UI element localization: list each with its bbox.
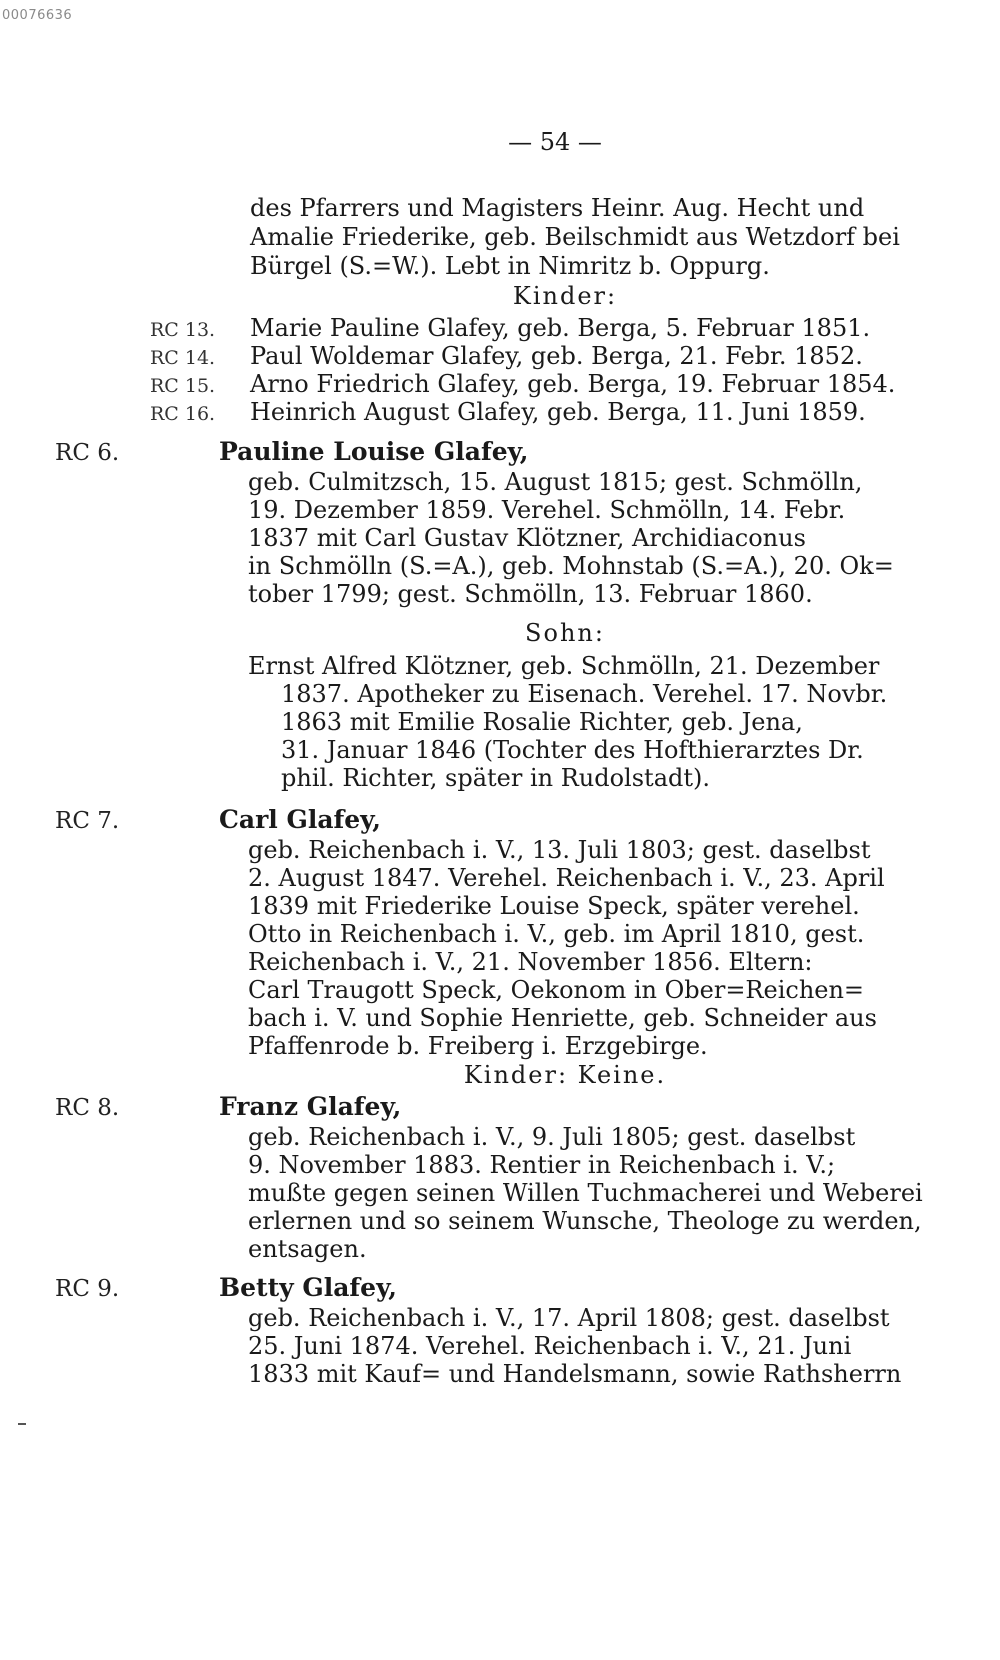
son-line: 1863 mit Emilie Rosalie Richter, geb. Jena, [281,708,803,736]
son-line: 1837. Apotheker zu Eisenach. Verehel. 17. Novbr. [281,680,888,708]
scan-id: 00076636 [2,8,73,23]
entry-line: geb. Reichenbach i. V., 13. Juli 1803; gest. daselbst [248,836,871,864]
margin-mark [18,1423,26,1425]
sohn-heading: Sohn: [525,619,605,647]
son-line: Ernst Alfred Klötzner, geb. Schmölln, 21. Dezember [248,652,880,680]
child-entry: Paul Woldemar Glafey, geb. Berga, 21. Febr. 1852. [250,342,863,370]
entry-code: RC 8. [55,1095,120,1121]
entry-code: RC 9. [55,1276,120,1302]
entry-line: 2. August 1847. Verehel. Reichenbach i. V., 23. April [248,864,885,892]
entry-line: Reichenbach i. V., 21. November 1856. Eltern: [248,948,813,976]
entry-code: RC 6. [55,440,120,466]
entry-line: entsagen. [248,1235,367,1263]
entry-line: 19. Dezember 1859. Verehel. Schmölln, 14. Febr. [248,496,846,524]
entry-line: bach i. V. und Sophie Henriette, geb. Schneider aus [248,1004,877,1032]
entry-line: geb. Culmitzsch, 15. August 1815; gest. Schmölln, [248,468,863,496]
entry-line: 9. November 1883. Rentier in Reichenbach i. V.; [248,1151,836,1179]
entry-line: 1833 mit Kauf= und Handelsmann, sowie Rathsherrn [248,1360,902,1388]
intro-line: Bürgel (S.=W.). Lebt in Nimritz b. Oppurg. [250,252,770,280]
child-code: RC 14. [150,347,216,369]
entry-line: Carl Traugott Speck, Oekonom in Ober=Reichen= [248,976,865,1004]
child-code: RC 13. [150,319,216,341]
kinder-heading: Kinder: [512,282,618,310]
entry-line: 25. Juni 1874. Verehel. Reichenbach i. V., 21. Juni [248,1332,852,1360]
entry-line: geb. Reichenbach i. V., 17. April 1808; gest. daselbst [248,1304,890,1332]
son-line: phil. Richter, später in Rudolstadt). [281,764,710,792]
child-entry: Marie Pauline Glafey, geb. Berga, 5. Februar 1851. [250,314,871,342]
child-entry: Arno Friedrich Glafey, geb. Berga, 19. Februar 1854. [250,370,896,398]
entry-code: RC 7. [55,808,120,834]
child-code: RC 16. [150,403,216,425]
entry-line: 1837 mit Carl Gustav Klötzner, Archidiaconus [248,524,806,552]
intro-line: Amalie Friederike, geb. Beilschmidt aus Wetzdorf bei [250,223,900,251]
son-line: 31. Januar 1846 (Tochter des Hofthierarztes Dr. [281,736,864,764]
entry-line: mußte gegen seinen Willen Tuchmacherei und Weberei [248,1179,923,1207]
entry-line: geb. Reichenbach i. V., 9. Juli 1805; gest. daselbst [248,1123,856,1151]
entry-line: erlernen und so seinem Wunsche, Theologe zu werden, [248,1207,922,1235]
entry-line: Otto in Reichenbach i. V., geb. im April 1810, gest. [248,920,865,948]
entry-line: Pfaffenrode b. Freiberg i. Erzgebirge. [248,1032,708,1060]
entry-line: 1839 mit Friederike Louise Speck, später verehel. [248,892,860,920]
entry-name: Carl Glafey, [219,805,382,834]
intro-line: des Pfarrers und Magisters Heinr. Aug. Hecht und [250,194,865,222]
child-entry: Heinrich August Glafey, geb. Berga, 11. Juni 1859. [250,398,866,426]
child-code: RC 15. [150,375,216,397]
entry-name: Betty Glafey, [219,1273,397,1302]
entry-name: Pauline Louise Glafey, [219,437,529,466]
page-number: — 54 — [508,128,602,156]
kinder-heading: Kinder: Keine. [463,1061,667,1089]
entry-line: in Schmölln (S.=A.), geb. Mohnstab (S.=A.), 20. Ok= [248,552,894,580]
entry-line: tober 1799; gest. Schmölln, 13. Februar 1860. [248,580,813,608]
entry-name: Franz Glafey, [219,1092,402,1121]
